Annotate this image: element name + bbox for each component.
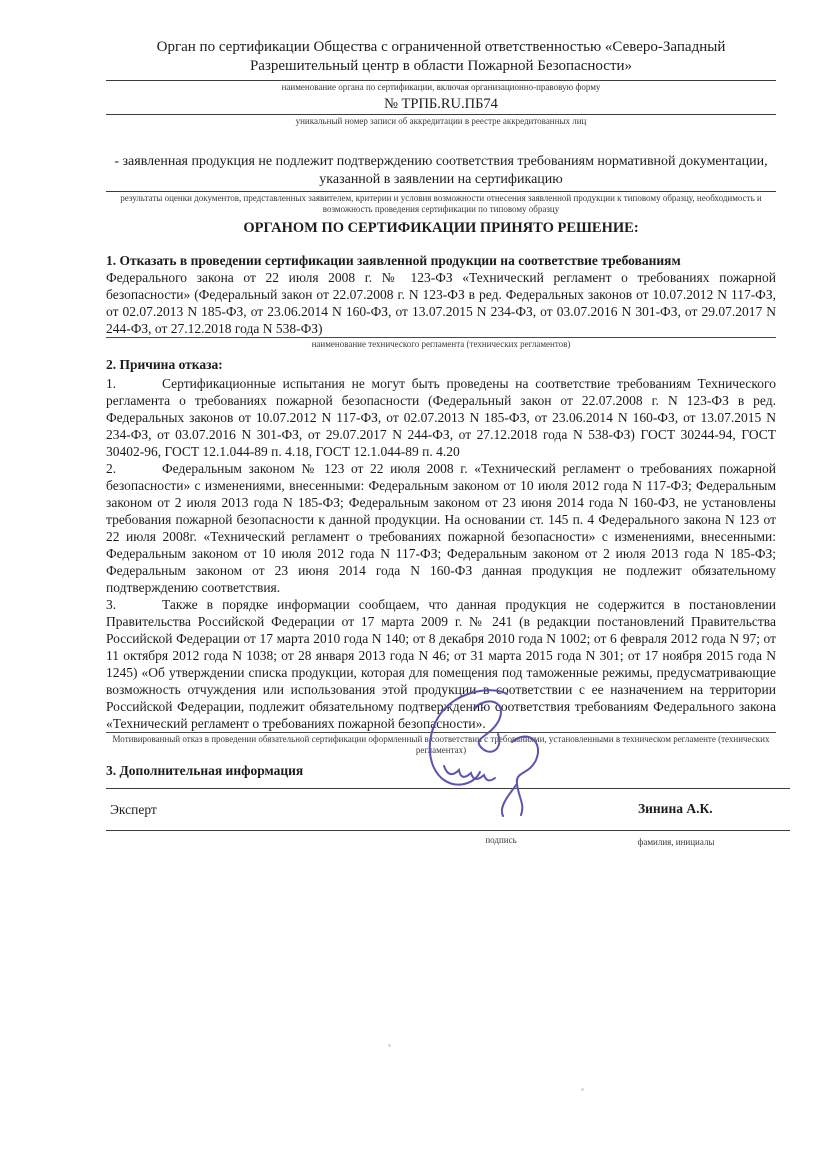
divider-line [106, 191, 776, 192]
assessment-statement: - заявленная продукция не подлежит подтверждению соответствия требованиям нормативной документации, указанной в заявлении на сертификацию [114, 154, 768, 187]
accreditation-number: № ТРПБ.RU.ПБ74 [384, 96, 498, 112]
reason-heading: 2. Причина отказа: [106, 357, 223, 372]
reason-item [106, 460, 776, 596]
regulation-caption: наименование технического регламента (технических регламентов) [311, 339, 571, 349]
reason-item [106, 375, 776, 460]
reason-item-number: 1. [106, 376, 117, 391]
divider-line [106, 788, 790, 789]
org-name-caption: наименование органа по сертификации, включая организационно-правовую форму [281, 82, 601, 92]
signature-caption: подпись [485, 835, 517, 845]
scan-speck [388, 1044, 391, 1047]
decision-heading: ОРГАНОМ ПО СЕРТИФИКАЦИИ ПРИНЯТО РЕШЕНИЕ: [243, 220, 639, 236]
document-content [106, 38, 776, 860]
reason-item-number: 2. [106, 461, 117, 476]
org-name: Орган по сертификации Общества с ограниченной ответственностью «Северо-Западный Разрешительный центр в области Пожарной Безопасности» [156, 39, 726, 74]
divider-line [106, 337, 776, 338]
motivated-refusal-caption: Мотивированный отказ в проведении обязательной сертификации оформленный в соответствии с требованиями, установленными в техническом регламенте (технических регламентах) [112, 734, 770, 755]
name-caption: фамилия, инициалы [637, 837, 715, 847]
assessment-caption: результаты оценки документов, представленных заявителем, критерии и условия возможности отнесения заявленной продукции к типовому образцу, необходимость и возможность проведения сертификации по типовому образцу [120, 193, 762, 214]
reason-item-text: Сертификационные испытания не могут быть проведены на соответствие требованиям Технического регламента о требованиях пожарной безопасности (Федеральный закон от 22.07.2008 г. N 123-ФЗ в ред. Федеральных законов от 10.07.2012 N 117-ФЗ, от 02.07.2013 N 185-ФЗ, от 23.06.2014 N 160-ФЗ, от 13.07.2015 N 234-ФЗ, от 03.07.2016 N 301-ФЗ, от 29.07.2017 N 244-ФЗ, от 27.12.2018 года N 538-ФЗ) ГОСТ 30244-94, ГОСТ 30402-96, ГОСТ 12.1.044-89 п. 4.18, ГОСТ 12.1.044-89 п. 4.20 [106, 376, 776, 459]
divider-line [106, 114, 776, 115]
additional-info-heading: 3. Дополнительная информация [106, 763, 304, 778]
reason-item-text: Также в порядке информации сообщаем, что данная продукция не содержится в постановлении Правительства Российской Федерации от 17 марта 2009 г. № 241 (в редакции постановлений Правительства Российской Федерации от 17 марта 2010 года N 140; от 8 декабря 2010 года N 1002; от 6 февраля 2012 года N 97; от 11 октября 2012 года N 1038; от 28 января 2013 года N 46; от 31 марта 2015 года N 301; от 17 ноября 2015 года N 1245) «Об утверждении списка продукции, которая для помещения под таможенные режимы, предусматривающие возможность отчуждения или использования этой продукции в соответствии с ее назначением на территории Российской Федерации, подлежит обязательному подтверждению соответствия требованиям Федерального закона «Технический регламент о требованиях пожарной безопасности». [106, 597, 776, 731]
divider-line [106, 732, 776, 733]
expert-name: Зинина А.К. [638, 801, 713, 816]
refusal-body: Федерального закона от 22 июля 2008 г. № 123-ФЗ «Технический регламент о требованиях пожарной безопасности» (Федеральный закон от 22.07.2008 г. N 123-ФЗ в ред. Федеральных законов от 10.07.2012 N 117-ФЗ, от 02.07.2013 N 185-ФЗ, от 23.06.2014 N 160-ФЗ, от 13.07.2015 N 234-ФЗ, от 03.07.2016 N 301-ФЗ, от 29.07.2017 N 244-ФЗ, от 27.12.2018 года N 538-ФЗ) [106, 270, 776, 336]
divider-line [106, 830, 790, 831]
scan-speck [581, 1088, 584, 1091]
reason-item [106, 596, 776, 732]
expert-role-label: Эксперт [110, 802, 157, 817]
reason-item-text: Федеральным законом № 123 от 22 июля 2008 г. «Технический регламент о требованиях пожарной безопасности» с изменениями, внесенными: Федеральным законом от 10 июля 2012 года N 117-ФЗ; Федеральным законом от 2 июля 2013 года N 185-ФЗ; Федеральным законом от 23 июня 2014 года N 160-ФЗ, не установлены требования пожарной безопасности к данной продукции. На основании ст. 145 п. 4 Федерального закона N 123 от 22 июля 2008г. «Технический регламент о требованиях пожарной безопасности» с изменениями, внесенными: Федеральным законом от 10 июля 2012 года N 117-ФЗ; Федеральным законом от 2 июля 2013 года N 185-ФЗ; Федеральным законом от 23 июня 2014 года N 160-ФЗ данная продукция не подлежит обязательному подтверждению соответствия. [106, 461, 776, 595]
reason-item-number: 3. [106, 597, 117, 612]
refusal-lead: 1. Отказать в проведении сертификации заявленной продукции на соответствие требованиям [106, 253, 681, 268]
divider-line [106, 80, 776, 81]
accreditation-caption: уникальный номер записи об аккредитации в реестре аккредитованных лиц [295, 116, 587, 126]
signature-block [106, 788, 776, 860]
